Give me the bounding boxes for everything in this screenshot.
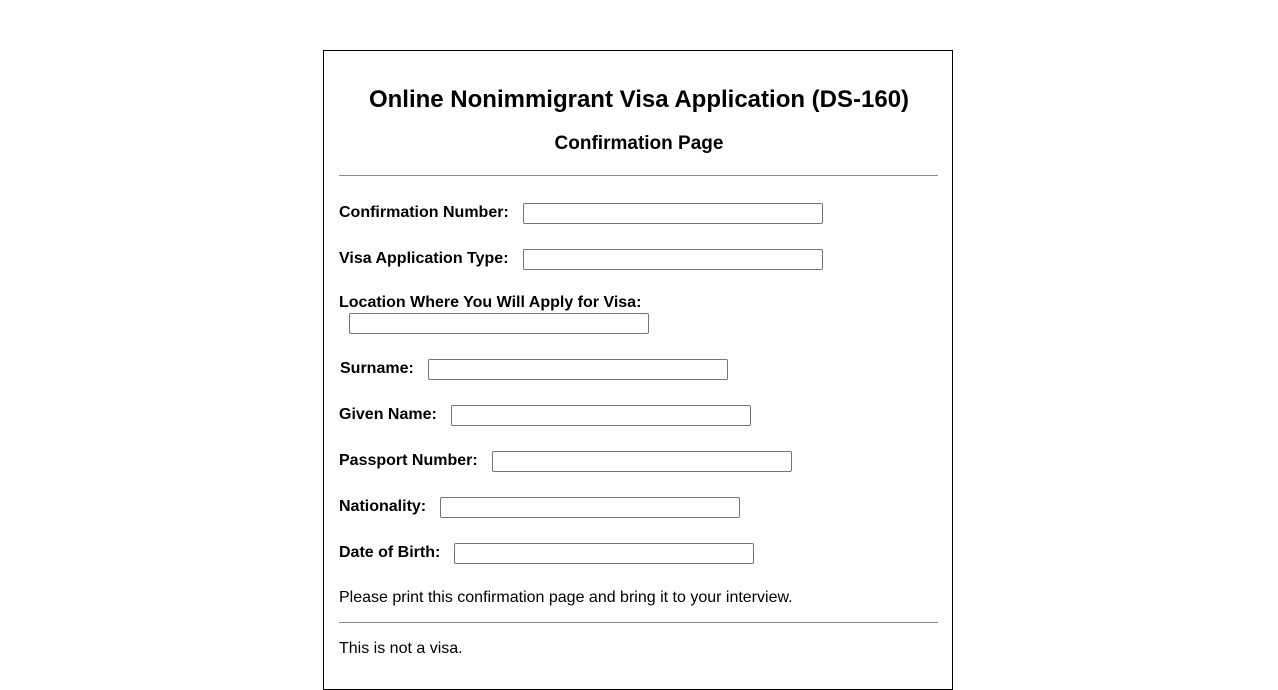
date-of-birth-input[interactable] bbox=[454, 543, 754, 564]
location-label: Location Where You Will Apply for Visa: bbox=[339, 294, 642, 311]
confirmation-number-row bbox=[339, 202, 939, 224]
surname-label: Surname: bbox=[340, 360, 414, 377]
visa-application-type-input[interactable] bbox=[523, 249, 823, 270]
date-of-birth-label: Date of Birth: bbox=[339, 544, 441, 561]
nationality-input[interactable] bbox=[440, 497, 740, 518]
passport-number-label: Passport Number: bbox=[339, 452, 478, 469]
visa-application-type-row bbox=[339, 248, 939, 270]
top-divider bbox=[339, 175, 938, 176]
disclaimer-text: This is not a visa. bbox=[339, 640, 463, 657]
nationality-row bbox=[339, 496, 939, 518]
given-name-row bbox=[339, 404, 939, 426]
confirmation-number-label: Confirmation Number: bbox=[339, 204, 509, 221]
confirmation-page-frame bbox=[323, 50, 953, 690]
passport-number-row bbox=[339, 450, 939, 472]
surname-input[interactable] bbox=[428, 359, 728, 380]
passport-number-input[interactable] bbox=[492, 451, 792, 472]
date-of-birth-row bbox=[339, 542, 939, 564]
bottom-divider bbox=[339, 622, 938, 623]
nationality-label: Nationality: bbox=[339, 498, 427, 515]
visa-application-type-label: Visa Application Type: bbox=[339, 250, 509, 267]
page-title: Online Nonimmigrant Visa Application (DS-160) bbox=[368, 86, 910, 113]
page-subtitle: Confirmation Page bbox=[554, 133, 724, 154]
given-name-label: Given Name: bbox=[339, 406, 437, 423]
surname-row bbox=[340, 358, 940, 380]
print-instruction: Please print this confirmation page and bring it to your interview. bbox=[339, 589, 793, 606]
location-input[interactable] bbox=[349, 313, 649, 334]
given-name-input[interactable] bbox=[451, 405, 751, 426]
confirmation-number-input[interactable] bbox=[523, 203, 823, 224]
